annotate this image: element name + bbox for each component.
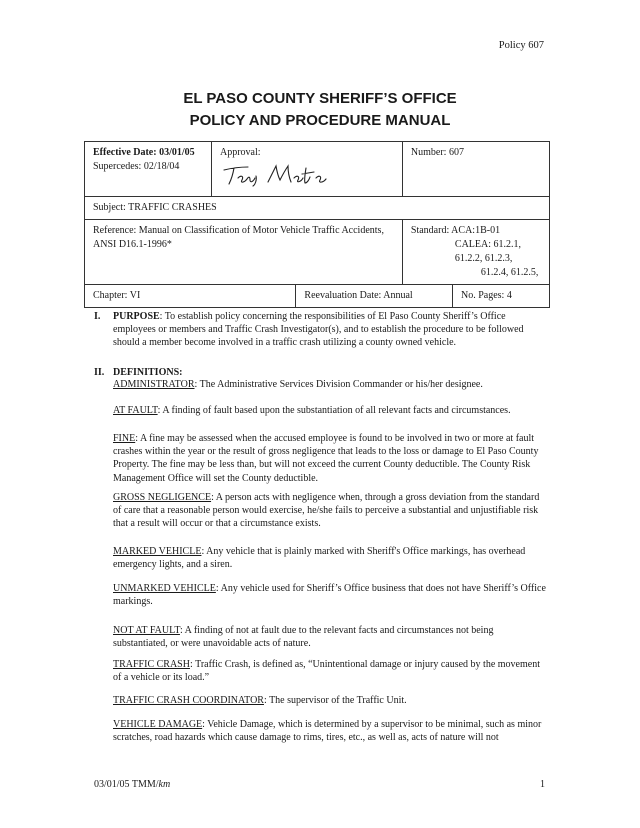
policy-number: Policy 607	[498, 40, 544, 51]
definition-text: : A person acts with negligence when, through a gross deviation from the standard of care that a reasonable person would exercise, he/she fails to perceive a substantial and unjustifiable risk that a result will occur or that a circumstance exists.	[113, 492, 540, 530]
approval-cell	[212, 142, 403, 197]
definition-text: : Any vehicle that is plainly marked with Sheriff's Office markings, has overhead emergency lights, and a siren.	[113, 546, 526, 571]
standard-cell	[402, 220, 549, 285]
document-title-line1: EL PASO COUNTY SHERIFF’S OFFICE	[183, 90, 457, 107]
footer-revision-prefix: 03/01/05 TMM/	[94, 779, 159, 790]
definition-text: : Vehicle Damage, which is determined by a supervisor to be minimal, such as minor scratches, road hazards which cause damage to rims, tires, etc., as well as, acts of nature will not	[113, 719, 542, 744]
definition-term: TRAFFIC CRASH COORDINATOR	[113, 695, 264, 706]
policy-number-field: Number: 607	[410, 147, 464, 158]
pages-field: No. Pages: 4	[461, 290, 512, 301]
definition-item	[113, 624, 547, 650]
definition-text: : A finding of fault based upon the substantiation of all relevant facts and circumstances.	[157, 405, 511, 416]
purpose-section	[94, 310, 546, 350]
chapter-cell	[85, 285, 296, 308]
reevaluation-cell	[296, 285, 453, 308]
reference-cell	[85, 220, 403, 285]
footer-revision	[94, 779, 170, 790]
definition-term: ADMINISTRATOR	[113, 379, 195, 390]
definition-term: UNMARKED VEHICLE	[113, 583, 216, 594]
definition-text: : A fine may be assessed when the accused employee is found to be involved in two or more at fault crashes within the year or the result of gross negligence that leads to the loss or damage to El Paso County Property. The fine may be less than, but will not exceed the current County deductible. The County Risk Management Office will set the County deductible.	[113, 433, 539, 484]
supercedes-date: Supercedes: 02/18/04	[93, 161, 180, 172]
subject-field: Subject: TRAFFIC CRASHES	[93, 202, 217, 213]
policy-info-table	[84, 141, 550, 308]
signature-image	[220, 162, 330, 188]
definition-term: VEHICLE DAMAGE	[113, 719, 203, 730]
definition-item	[113, 545, 547, 571]
reevaluation-field: Reevaluation Date: Annual	[304, 290, 413, 301]
page-number: 1	[540, 779, 545, 790]
pages-cell	[453, 285, 550, 308]
definition-text: : The supervisor of the Traffic Unit.	[263, 695, 407, 706]
definition-item	[113, 378, 547, 391]
purpose-text: : To establish policy concerning the responsibilities of El Paso County Sheriff’s Office employees or members and Traffic Crash Investigator(s), and to establish the procedure to be followed should a member become involved in a traffic crash utilizing a county owned vehicle.	[113, 311, 524, 349]
definition-text: : The Administrative Services Division Commander or his/her designee.	[194, 379, 483, 390]
definition-text: : Any vehicle used for Sheriff’s Office business that does not have Sheriff’s Office markings.	[113, 583, 546, 608]
effective-date: Effective Date: 03/01/05	[93, 147, 195, 158]
number-cell	[402, 142, 549, 197]
section-heading: PURPOSE	[113, 311, 160, 322]
standard-field: Standard: ACA:1B-01	[410, 225, 501, 236]
definition-text: : A finding of not at fault due to the relevant facts and circumstances not being substantiated, or were unavoidable acts of nature.	[113, 625, 494, 650]
section-heading: DEFINITIONS:	[113, 367, 183, 378]
reference-field: Reference: Manual on Classification of Motor Vehicle Traffic Accidents, ANSI D16.1-1996*	[93, 225, 384, 250]
footer-revision-suffix: km	[158, 779, 171, 790]
definition-term: AT FAULT	[113, 405, 158, 416]
definition-text: : Traffic Crash, is defined as, “Unintentional damage or injury caused by the movement of a vehicle or its load.”	[113, 659, 540, 684]
definition-item	[113, 491, 547, 531]
section-number: I.	[94, 311, 101, 322]
calea-line2: 61.2.4, 61.2.5,	[480, 267, 539, 278]
section-number: II.	[94, 367, 105, 378]
definition-item	[113, 694, 547, 707]
definition-term: MARKED VEHICLE	[113, 546, 202, 557]
definition-item	[113, 432, 547, 485]
approval-label: Approval:	[220, 147, 261, 158]
document-title-line2: POLICY AND PROCEDURE MANUAL	[189, 112, 451, 129]
definition-term: TRAFFIC CRASH	[113, 659, 190, 670]
definition-term: NOT AT FAULT	[113, 625, 180, 636]
effective-date-cell	[85, 142, 212, 197]
definition-item	[113, 658, 547, 684]
definition-term: FINE	[113, 433, 136, 444]
subject-cell	[85, 197, 550, 220]
definition-item	[113, 404, 547, 417]
chapter-field: Chapter: VI	[93, 290, 141, 301]
definition-item	[113, 718, 547, 744]
definition-term: GROSS NEGLIGENCE	[113, 492, 212, 503]
definition-item	[113, 582, 547, 608]
calea-line1: CALEA: 61.2.1, 61.2.2, 61.2.3,	[454, 239, 522, 264]
